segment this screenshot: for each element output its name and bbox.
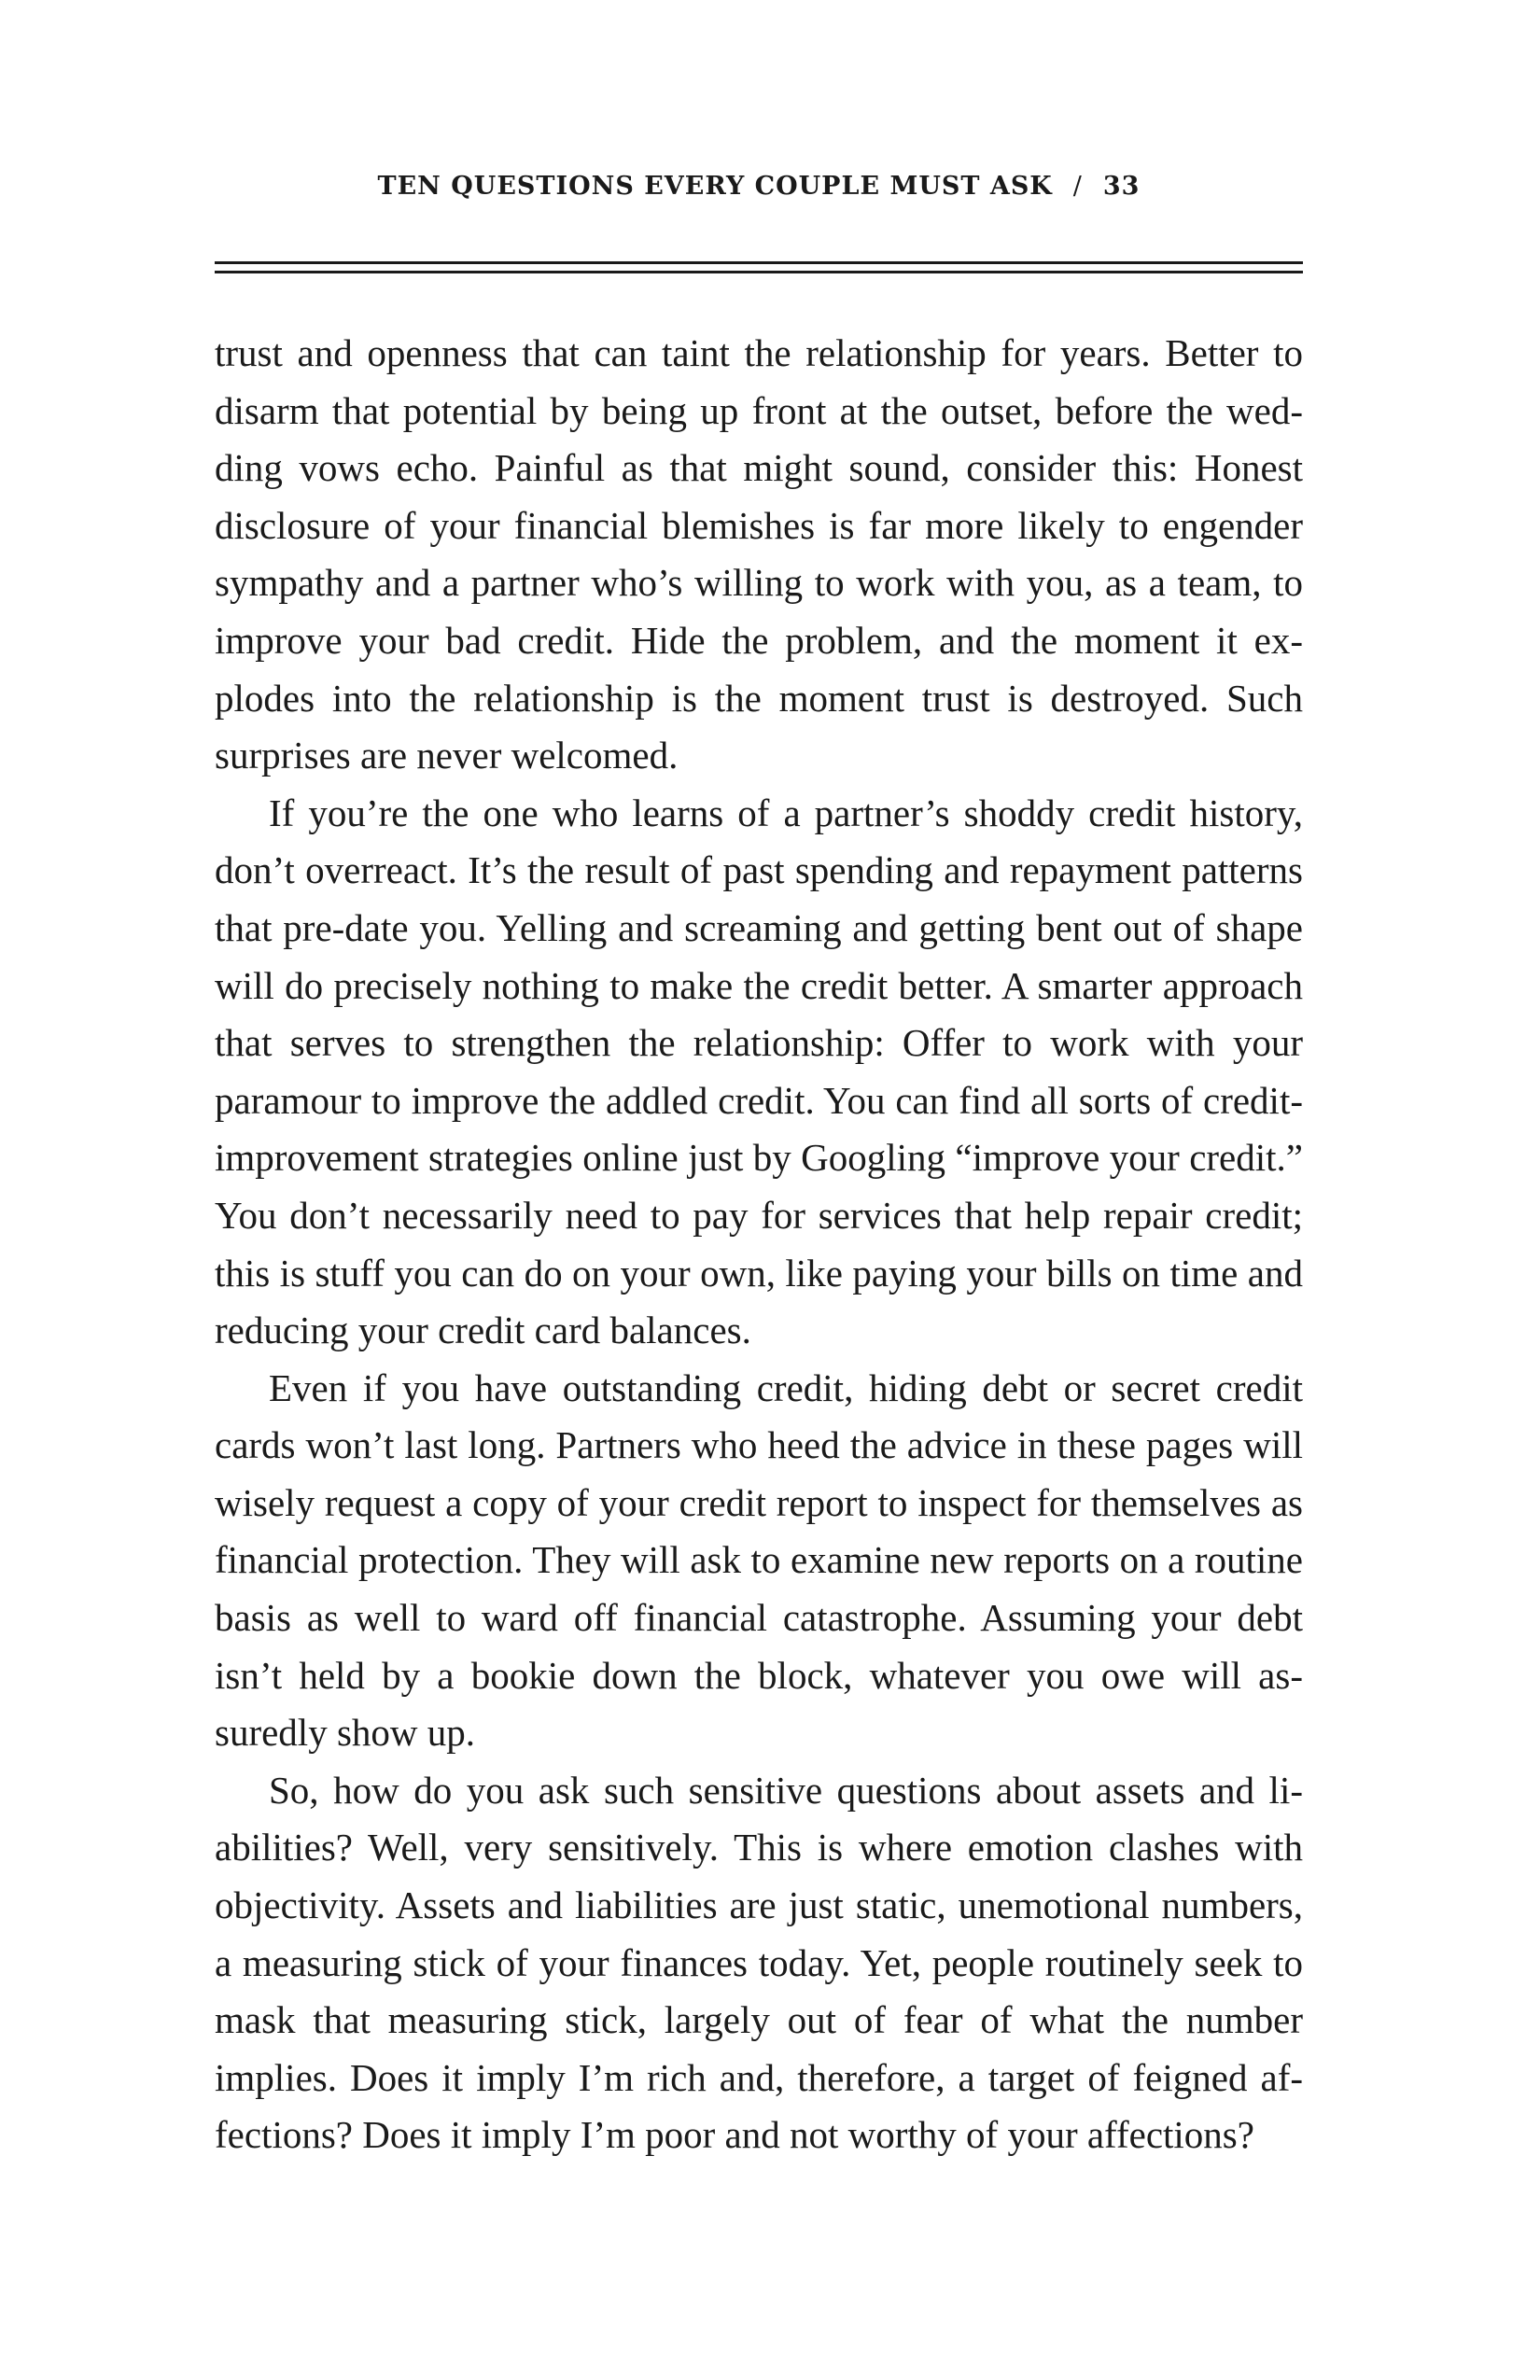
paragraph-continued: trust and openness that can taint the relationship for years. Better to disarm that potential by being up front at the outset, before the wedding vows echo. Painful as that might sound, consider this: Honest disclosure of your financial blemishes is far more likely to engender sympathy and a partner who’s willing to work with you, as a team, to improve your bad credit. Hide the problem, and the moment it explodes into the relationship is the moment trust is destroyed. Such surprises are never welcomed. [215, 331, 1303, 777]
header-rule-upper [215, 261, 1303, 264]
paragraph: Even if you have outstanding credit, hiding debt or secret credit cards won’t last long. Partners who heed the advice in these pages will wisely request a copy of your credit report to inspect for themselves as financial protection. They will ask to examine new reports on a routine basis as well to ward off financial catastrophe. Assuming your debt isn’t held by a bookie down the block, whatever you owe will assuredly show up. [215, 1365, 1303, 1755]
header-separator: / [1072, 172, 1083, 201]
paragraph: If you’re the one who learns of a partner’s shoddy credit history, don’t overreact. It’s the result of past spending and repayment patterns that pre-date you. Yelling and screaming and getting bent out of shape will do precisely nothing to make the credit better. A smarter approach that serves to strengthen the relationship: Offer to work with your paramour to improve the addled credit. You can find all sorts of credit-improvement strategies online just by Googling “improve your credit.” You don’t necessarily need to pay for services that help repair credit; this is stuff you can do on your own, like paying your bills on time and reducing your credit card balances. [215, 791, 1303, 1352]
paragraph: So, how do you ask such sensitive questions about assets and liabilities? Well, very sensitively. This is where emotion clashes with objectivity. Assets and liabilities are just static, unemotional numbers, a measuring stick of your finances today. Yet, people routinely seek to mask that measuring stick, largely out of fear of what the number implies. Does it imply I’m rich and, therefore, a target of feigned affections? Does it imply I’m poor and not worthy of your affections? [215, 1768, 1303, 2157]
header-rule-lower [215, 271, 1303, 273]
running-title: TEN QUESTIONS EVERY COUPLE MUST ASK [377, 172, 1053, 201]
body-text [215, 325, 1303, 2164]
page-number: 33 [1102, 172, 1141, 201]
running-head [215, 172, 1303, 201]
